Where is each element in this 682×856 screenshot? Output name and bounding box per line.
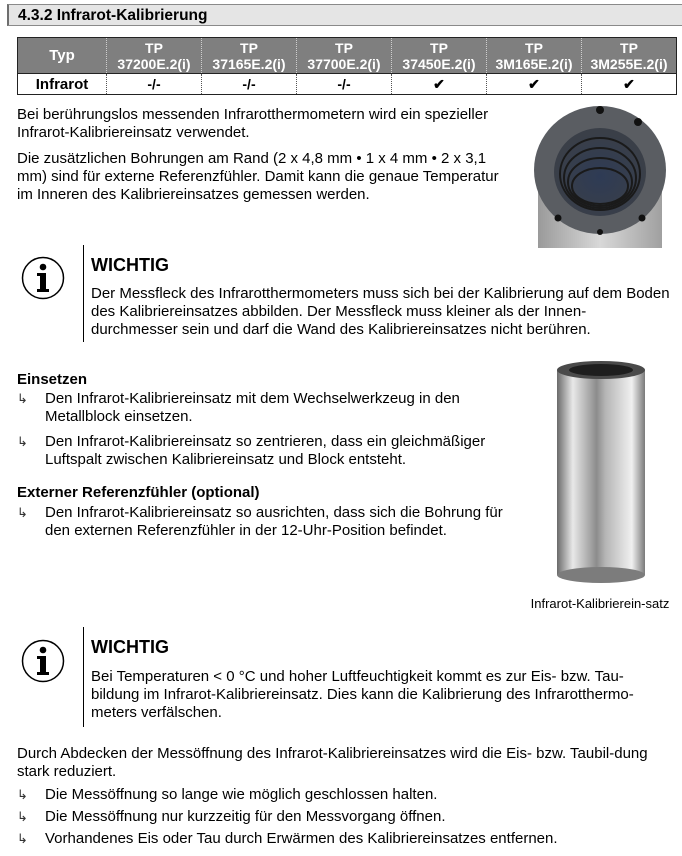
cell-37165: -/- xyxy=(202,74,297,95)
header-37165: TP 37165E.2(i) xyxy=(202,38,297,74)
step-arrow-icon: ↳ xyxy=(17,505,28,520)
header-37700: TP 37700E.2(i) xyxy=(297,38,392,74)
info-icon xyxy=(21,256,65,300)
note-1-text: Der Messfleck des Infrarotthermometers muss sich bei der Kalibrierung auf dem Boden des Kalibriereinsatzes abbilden. Der Messfleck muss kleiner als der Innen-durchmesser sein und darf die Wand des Kalibriereinsatzes nicht berühren. xyxy=(91,285,670,338)
note-1-title: WICHTIG xyxy=(91,255,169,275)
info-icon xyxy=(21,639,65,683)
section-title: 4.3.2 Infrarot-Kalibrierung xyxy=(18,7,208,24)
cell-37200: -/- xyxy=(107,74,202,95)
step-item: ↳ Die Messöffnung so lange wie möglich geschlossen halten. xyxy=(17,786,438,803)
note-2-text: Bei Temperaturen < 0 °C und hoher Luftfeuchtigkeit kommt es zur Eis- bzw. Tau-bildung im Infrarot-Kalibriereinsatz. Dies kann die Kalibrierung des Infrarotthermo-meters verfälschen. xyxy=(91,668,634,721)
insert-side-view-image xyxy=(555,360,647,585)
step-arrow-icon: ↳ xyxy=(17,831,28,846)
step-item: ↳ Den Infrarot-Kalibriereinsatz so zentrieren, dass ein gleichmäßiger Luftspalt zwischen Kalibriereinsatz und Block entsteht. xyxy=(17,433,486,468)
device-type-table xyxy=(17,37,677,95)
referenz-heading: Externer Referenzfühler (optional) xyxy=(17,484,260,501)
einsetzen-heading: Einsetzen xyxy=(17,371,88,388)
cell-3m255: ✔ xyxy=(582,74,677,95)
step-item: ↳ Die Messöffnung nur kurzzeitig für den Messvorgang öffnen. xyxy=(17,808,446,825)
image-caption: Infrarot-Kalibrierein-satz xyxy=(530,596,670,611)
step-arrow-icon: ↳ xyxy=(17,391,28,406)
closing-paragraph: Durch Abdecken der Messöffnung des Infrarot-Kalibriereinsatzes wird die Eis- bzw. Taubil-dung stark reduziert. xyxy=(17,745,648,780)
step-item: ↳ Vorhandenes Eis oder Tau durch Erwärmen des Kalibriereinsatzes entfernen. xyxy=(17,830,558,847)
note-divider xyxy=(83,245,84,342)
row-label: Infrarot xyxy=(18,74,107,95)
header-37450: TP 37450E.2(i) xyxy=(392,38,487,74)
header-3m165: TP 3M165E.2(i) xyxy=(487,38,582,74)
insert-top-view-image xyxy=(530,100,670,248)
step-arrow-icon: ↳ xyxy=(17,434,28,449)
cell-37700: -/- xyxy=(297,74,392,95)
note-divider xyxy=(83,627,84,727)
table-row xyxy=(18,74,677,95)
header-3m255: TP 3M255E.2(i) xyxy=(582,38,677,74)
header-typ: Typ xyxy=(18,38,107,74)
step-item: ↳ Den Infrarot-Kalibriereinsatz mit dem Wechselwerkzeug in den Metallblock einsetzen. xyxy=(17,390,460,425)
step-arrow-icon: ↳ xyxy=(17,809,28,824)
table-header-row xyxy=(18,38,677,74)
intro-paragraph-1: Bei berührungslos messenden Infrarotthermometern wird ein spezieller Infrarot-Kalibriereinsatz verwendet. xyxy=(17,106,489,141)
cell-37450: ✔ xyxy=(392,74,487,95)
step-arrow-icon: ↳ xyxy=(17,787,28,802)
step-item: ↳ Den Infrarot-Kalibriereinsatz so ausrichten, dass sich die Bohrung für den externen Referenzfühler in der 12-Uhr-Position befindet. xyxy=(17,504,503,539)
section-header xyxy=(7,4,682,26)
intro-paragraph-2: Die zusätzlichen Bohrungen am Rand (2 x 4,8 mm • 1 x 4 mm • 2 x 3,1 mm) sind für externe Referenzfühler. Damit kann die genaue Temperatur im Inneren des Kalibriereinsatzes gemessen werden. xyxy=(17,150,499,203)
cell-3m165: ✔ xyxy=(487,74,582,95)
header-37200: TP 37200E.2(i) xyxy=(107,38,202,74)
note-2-title: WICHTIG xyxy=(91,637,169,657)
